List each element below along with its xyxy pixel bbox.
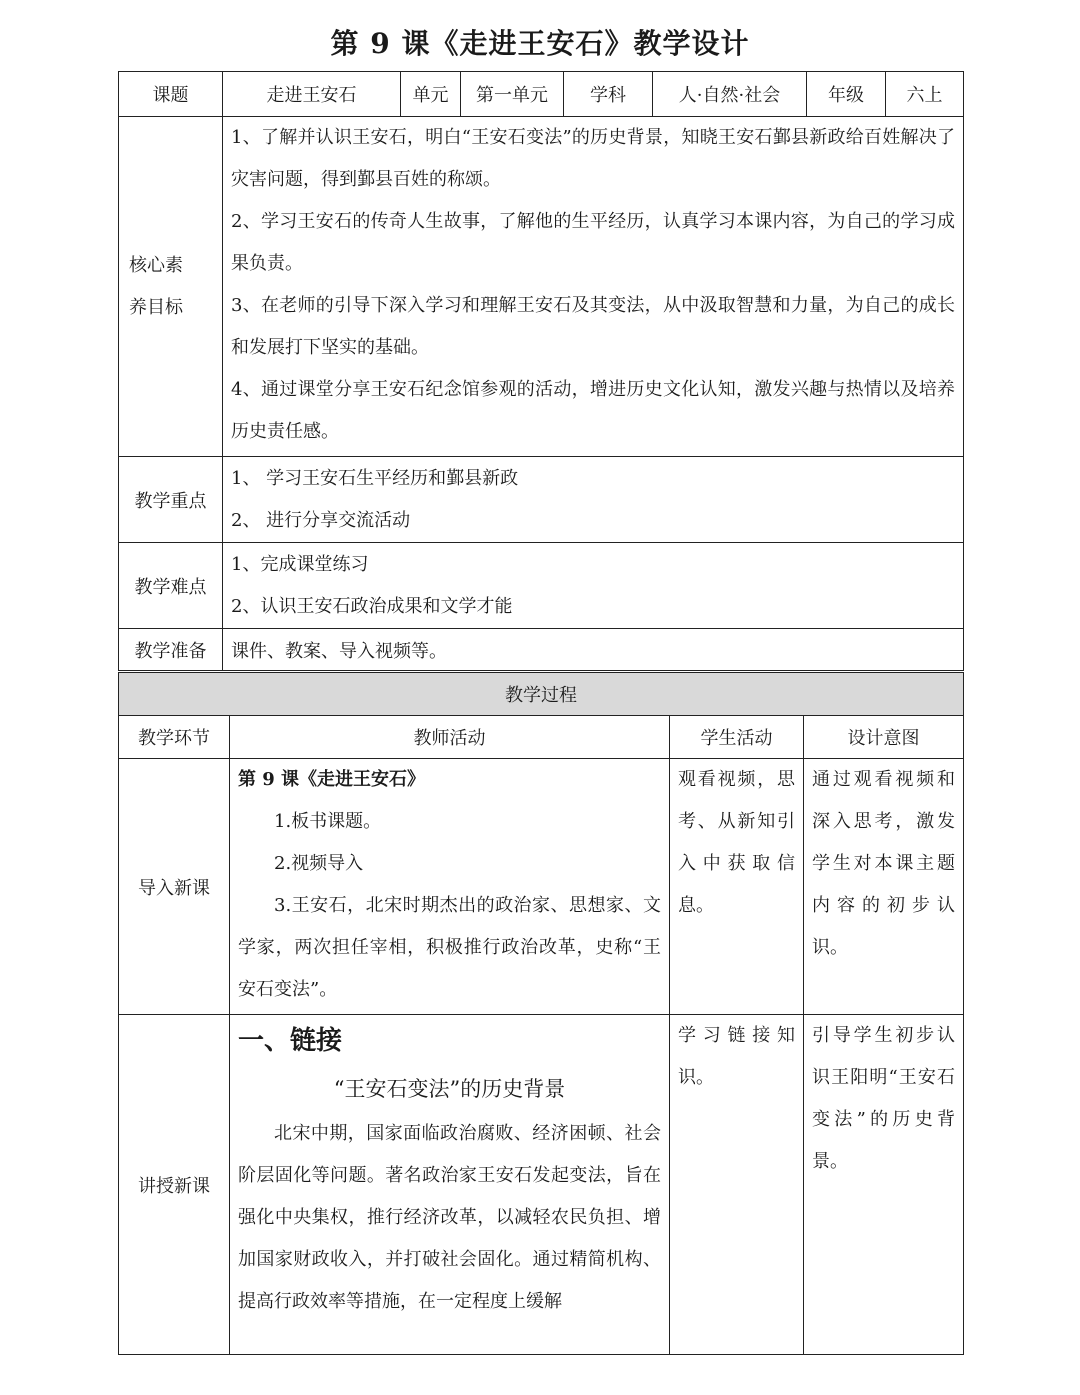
grade-value: 六上 <box>886 72 964 117</box>
column-header-stage: 教学环节 <box>119 716 230 759</box>
topic-label: 课题 <box>119 72 223 117</box>
topic-value: 走进王安石 <box>223 72 401 117</box>
difficulties-label: 教学难点 <box>119 543 223 629</box>
goals-row <box>119 117 964 457</box>
teacher-activity-item: 3.王安石，北宋时期杰出的政治家、思想家、文学家，两次担任宰相，积极推行政治改革，史称“王安石变法”。 <box>238 895 661 1000</box>
difficulties-content <box>223 543 964 629</box>
process-title: 教学过程 <box>119 673 964 716</box>
design-intent-cell: 引导学生初步认识王阳明“王安石变法”的历史背景。 <box>804 1015 964 1355</box>
column-header-student: 学生活动 <box>670 716 804 759</box>
student-activity-cell: 学习链接知识。 <box>670 1015 804 1355</box>
key-points-row <box>119 457 964 543</box>
key-point-item: 2、 进行分享交流活动 <box>231 509 411 531</box>
grade-label: 年级 <box>807 72 886 117</box>
process-title-row <box>119 673 964 716</box>
process-column-headers <box>119 716 964 759</box>
lesson-info-table <box>118 71 964 671</box>
info-header-row <box>119 72 964 117</box>
goal-item: 4、通过课堂分享王安石纪念馆参观的活动，增进历史文化认知，激发兴趣与热情以及培养历史责任感。 <box>231 379 955 442</box>
preparation-row <box>119 629 964 671</box>
goal-item: 2、学习王安石的传奇人生故事，了解他的生平经历，认真学习本课内容，为自己的学习成果负责。 <box>231 211 955 274</box>
goals-label-line-1: 核心素 <box>129 254 183 276</box>
teacher-activity-item: 2.视频导入 <box>274 853 364 874</box>
teacher-activity-item: 1.板书课题。 <box>274 811 382 832</box>
design-intent-cell: 通过观看视频和深入思考，激发学生对本课主题内容的初步认识。 <box>804 759 964 1015</box>
unit-label: 单元 <box>401 72 461 117</box>
goals-label <box>119 117 223 457</box>
difficulties-row <box>119 543 964 629</box>
student-activity-cell: 观看视频，思考、从新知引入中获取信息。 <box>670 759 804 1015</box>
key-points-label: 教学重点 <box>119 457 223 543</box>
process-row-intro <box>119 759 964 1015</box>
goal-item: 1、了解并认识王安石，明白“王安石变法”的历史背景，知晓王安石鄞县新政给百姓解决了灾害问题，得到鄞县百姓的称颂。 <box>231 127 955 190</box>
subject-value: 人·自然·社会 <box>653 72 807 117</box>
section-heading: 一、链接 <box>238 1026 343 1056</box>
unit-value: 第一单元 <box>461 72 564 117</box>
teacher-activity-cell <box>230 759 670 1015</box>
teacher-activity-title: 第 9 课《走进王安石》 <box>238 769 426 790</box>
teaching-process-table <box>118 672 964 1355</box>
stage-cell: 导入新课 <box>119 759 230 1015</box>
goal-item: 3、在老师的引导下深入学习和理解王安石及其变法，从中汲取智慧和力量，为自己的成长和发展打下坚实的基础。 <box>231 295 955 358</box>
section-subheading: “王安石变法”的历史背景 <box>333 1077 566 1101</box>
preparation-value: 课件、教案、导入视频等。 <box>223 629 964 671</box>
column-header-intent: 设计意图 <box>804 716 964 759</box>
goals-content <box>223 117 964 457</box>
preparation-label: 教学准备 <box>119 629 223 671</box>
difficulty-item: 2、认识王安石政治成果和文学才能 <box>231 595 513 617</box>
key-point-item: 1、 学习王安石生平经历和鄞县新政 <box>231 467 519 489</box>
teacher-activity-cell <box>230 1015 670 1355</box>
process-row-lecture <box>119 1015 964 1355</box>
difficulty-item: 1、完成课堂练习 <box>231 553 369 575</box>
column-header-teacher: 教师活动 <box>230 716 670 759</box>
key-points-content <box>223 457 964 543</box>
goals-label-line-2: 养目标 <box>129 296 183 318</box>
subject-label: 学科 <box>564 72 653 117</box>
section-paragraph: 北宋中期，国家面临政治腐败、经济困顿、社会阶层固化等问题。著名政治家王安石发起变法，旨在强化中央集权，推行经济改革，以减轻农民负担、增加国家财政收入，并打破社会固化。通过精简机构、提高行政效率等措施，在一定程度上缓解 <box>238 1123 661 1312</box>
document-title: 第 9 课《走进王安石》教学设计 <box>330 27 750 60</box>
stage-cell: 讲授新课 <box>119 1015 230 1355</box>
